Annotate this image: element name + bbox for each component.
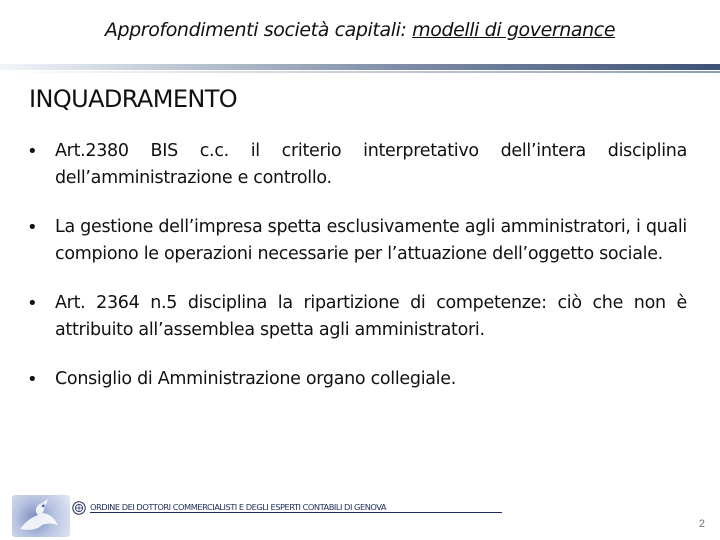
bullet-list bbox=[27, 138, 687, 393]
bullet-marker: • bbox=[27, 141, 38, 162]
seal-emblem-icon bbox=[72, 501, 86, 515]
footer-organization: ORDINE DEI DOTTORI COMMERCIALISTI E DEGLI ESPERTI CONTABILI DI GENOVA bbox=[90, 502, 387, 512]
header-title-underlined: modelli di governance bbox=[412, 19, 616, 41]
bullet-item bbox=[27, 366, 687, 393]
bullet-marker: • bbox=[27, 369, 38, 390]
bullet-item bbox=[27, 214, 687, 268]
footer-divider bbox=[90, 512, 502, 513]
griffin-logo-icon bbox=[12, 495, 70, 537]
page-number: 2 bbox=[698, 518, 705, 530]
bullet-text: Art. 2364 n.5 disciplina la ripartizione di competenze: ciò che non è attribuito all’assemblea spetta agli amministratori. bbox=[55, 293, 687, 340]
slide-header-title bbox=[0, 19, 720, 41]
section-heading: INQUADRAMENTO bbox=[29, 85, 238, 113]
header-title-prefix: Approfondimenti società capitali: bbox=[104, 19, 413, 41]
bullet-item bbox=[27, 138, 687, 192]
bullet-item bbox=[27, 290, 687, 344]
bullet-text: La gestione dell’impresa spetta esclusivamente agli amministratori, i quali compiono le operazioni necessarie per l’attuazione dell’oggetto sociale. bbox=[55, 217, 687, 264]
header-divider bbox=[0, 64, 720, 70]
bullet-marker: • bbox=[27, 217, 38, 238]
bullet-marker: • bbox=[27, 293, 38, 314]
header-divider-thin bbox=[0, 71, 720, 73]
bullet-text: Art.2380 BIS c.c. il criterio interpretativo dell’intera disciplina dell’amministrazione e controllo. bbox=[55, 141, 687, 188]
bullet-text: Consiglio di Amministrazione organo collegiale. bbox=[55, 369, 456, 389]
